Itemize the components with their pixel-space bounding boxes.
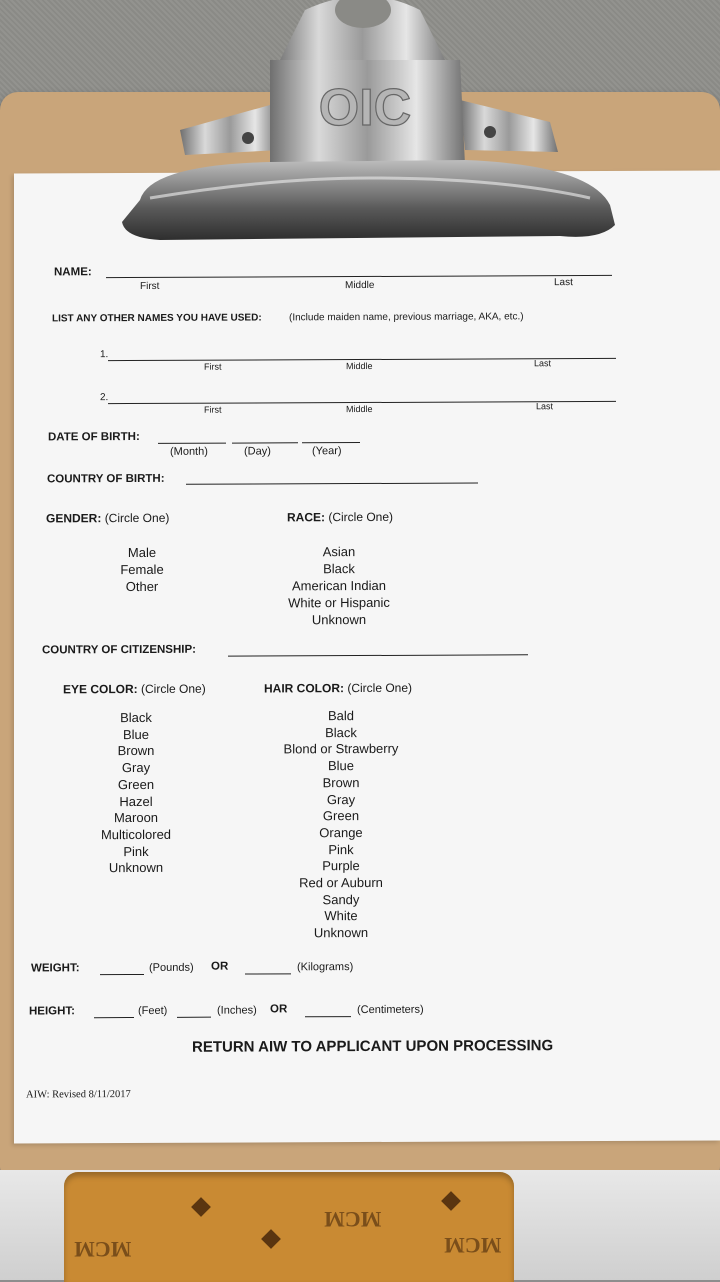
row-2-number: 2. xyxy=(100,392,109,404)
kilograms-caption: (Kilograms) xyxy=(297,961,354,974)
height-or: OR xyxy=(270,1003,288,1016)
gender-label: GENDER: xyxy=(46,511,102,526)
feet-line xyxy=(94,1017,134,1018)
bag-diamond xyxy=(441,1191,461,1211)
hair-options xyxy=(284,708,399,942)
row-2-middle: Middle xyxy=(346,403,373,415)
dob-day-caption: (Day) xyxy=(244,445,271,458)
row-1-number: 1. xyxy=(100,349,109,361)
hair-option[interactable]: Blue xyxy=(327,758,355,774)
name-label: NAME: xyxy=(54,266,92,279)
bag-diamond xyxy=(261,1229,281,1249)
hair-option[interactable]: Green xyxy=(322,808,360,824)
height-label: HEIGHT: xyxy=(29,1005,75,1018)
gender-heading xyxy=(46,511,169,526)
centimeters-caption: (Centimeters) xyxy=(357,1003,424,1017)
race-option[interactable]: Asian xyxy=(322,544,356,560)
hair-option[interactable]: Gray xyxy=(326,791,356,807)
hair-option[interactable]: Pink xyxy=(328,841,354,857)
brown-bag xyxy=(64,1172,514,1282)
country-of-birth-line xyxy=(186,483,478,485)
return-notice: RETURN AIW TO APPLICANT UPON PROCESSING xyxy=(192,1037,554,1056)
country-of-birth-label: COUNTRY OF BIRTH: xyxy=(47,472,165,486)
race-circle-one: (Circle One) xyxy=(328,509,394,525)
name-first-label: First xyxy=(140,280,160,292)
dob-year-caption: (Year) xyxy=(312,445,342,458)
dob-label: DATE OF BIRTH: xyxy=(48,430,140,444)
eye-option[interactable]: Brown xyxy=(117,743,155,759)
name-middle-label: Middle xyxy=(345,279,375,292)
dob-day-line xyxy=(232,442,298,443)
revision-note: AIW: Revised 8/11/2017 xyxy=(26,1089,131,1101)
bag-diamond xyxy=(191,1197,211,1217)
eye-options xyxy=(101,710,171,877)
race-options xyxy=(288,543,390,628)
eye-option[interactable]: Unknown xyxy=(108,860,164,876)
clipboard-clip xyxy=(120,0,620,245)
row-1-middle: Middle xyxy=(346,360,373,372)
hair-option[interactable]: Blond or Strawberry xyxy=(283,741,399,757)
hair-circle-one: (Circle One) xyxy=(347,680,413,696)
gender-circle-one: (Circle One) xyxy=(104,510,170,526)
hair-option[interactable]: Black xyxy=(325,724,357,740)
row-2-first: First xyxy=(204,404,222,415)
race-option[interactable]: American Indian xyxy=(292,577,386,594)
eye-option[interactable]: Black xyxy=(120,709,152,726)
hair-heading xyxy=(264,681,412,696)
eye-option[interactable]: Blue xyxy=(122,726,150,742)
hair-option[interactable]: Sandy xyxy=(322,891,360,907)
centimeters-line xyxy=(305,1016,351,1017)
citizenship-label: COUNTRY OF CITIZENSHIP: xyxy=(42,643,196,657)
bag-logo: MCM xyxy=(444,1233,502,1258)
dob-year-line xyxy=(302,442,360,443)
dob-month-caption: (Month) xyxy=(170,445,208,458)
hair-option[interactable]: Brown xyxy=(322,774,360,791)
weight-or: OR xyxy=(211,960,229,973)
hair-color-label: HAIR COLOR: xyxy=(264,681,344,696)
bag-logo: MCM xyxy=(324,1207,382,1232)
eye-option[interactable]: Green xyxy=(117,776,155,792)
weight-label: WEIGHT: xyxy=(31,962,80,975)
hair-option[interactable]: Orange xyxy=(319,824,363,841)
gender-option[interactable]: Male xyxy=(127,544,157,561)
hair-option[interactable]: Unknown xyxy=(313,925,369,941)
bag-logo: MCM xyxy=(74,1237,132,1262)
hair-option[interactable]: Bald xyxy=(327,708,355,724)
other-names-note: (Include maiden name, previous marriage, AKA, etc.) xyxy=(289,311,524,324)
eye-option[interactable]: Maroon xyxy=(113,810,159,826)
feet-caption: (Feet) xyxy=(138,1004,168,1017)
form-paper xyxy=(14,170,720,1143)
eye-heading xyxy=(63,682,206,697)
gender-option[interactable]: Other xyxy=(125,578,159,595)
kilograms-line xyxy=(245,973,291,974)
eye-option[interactable]: Hazel xyxy=(119,793,153,809)
dob-month-line xyxy=(158,443,226,444)
other-names-label: LIST ANY OTHER NAMES YOU HAVE USED: xyxy=(52,312,262,325)
eye-option[interactable]: Multicolored xyxy=(100,826,172,843)
citizenship-line xyxy=(228,654,528,656)
hair-option[interactable]: Red or Auburn xyxy=(299,874,383,891)
race-label: RACE: xyxy=(287,510,325,525)
row-1-last: Last xyxy=(534,358,552,369)
pounds-line xyxy=(100,974,144,975)
name-last-label: Last xyxy=(554,277,573,289)
gender-option[interactable]: Female xyxy=(120,561,164,578)
eye-option[interactable]: Gray xyxy=(121,760,151,776)
hair-option[interactable]: White xyxy=(324,908,358,924)
race-option[interactable]: White or Hispanic xyxy=(288,594,390,611)
row-2-last: Last xyxy=(536,401,554,412)
race-option[interactable]: Black xyxy=(323,561,355,577)
pounds-caption: (Pounds) xyxy=(149,961,194,974)
gender-options xyxy=(120,544,163,595)
clip-logo: OIC xyxy=(318,79,412,137)
inches-caption: (Inches) xyxy=(217,1004,257,1017)
eye-option[interactable]: Pink xyxy=(123,843,149,859)
race-option[interactable]: Unknown xyxy=(311,612,367,628)
race-heading xyxy=(287,510,393,524)
eye-color-label: EYE COLOR: xyxy=(63,682,138,697)
eye-circle-one: (Circle One) xyxy=(141,681,206,696)
hair-option[interactable]: Purple xyxy=(322,858,360,874)
row-1-first: First xyxy=(204,361,222,372)
name-line xyxy=(106,275,612,278)
inches-line xyxy=(177,1017,211,1018)
